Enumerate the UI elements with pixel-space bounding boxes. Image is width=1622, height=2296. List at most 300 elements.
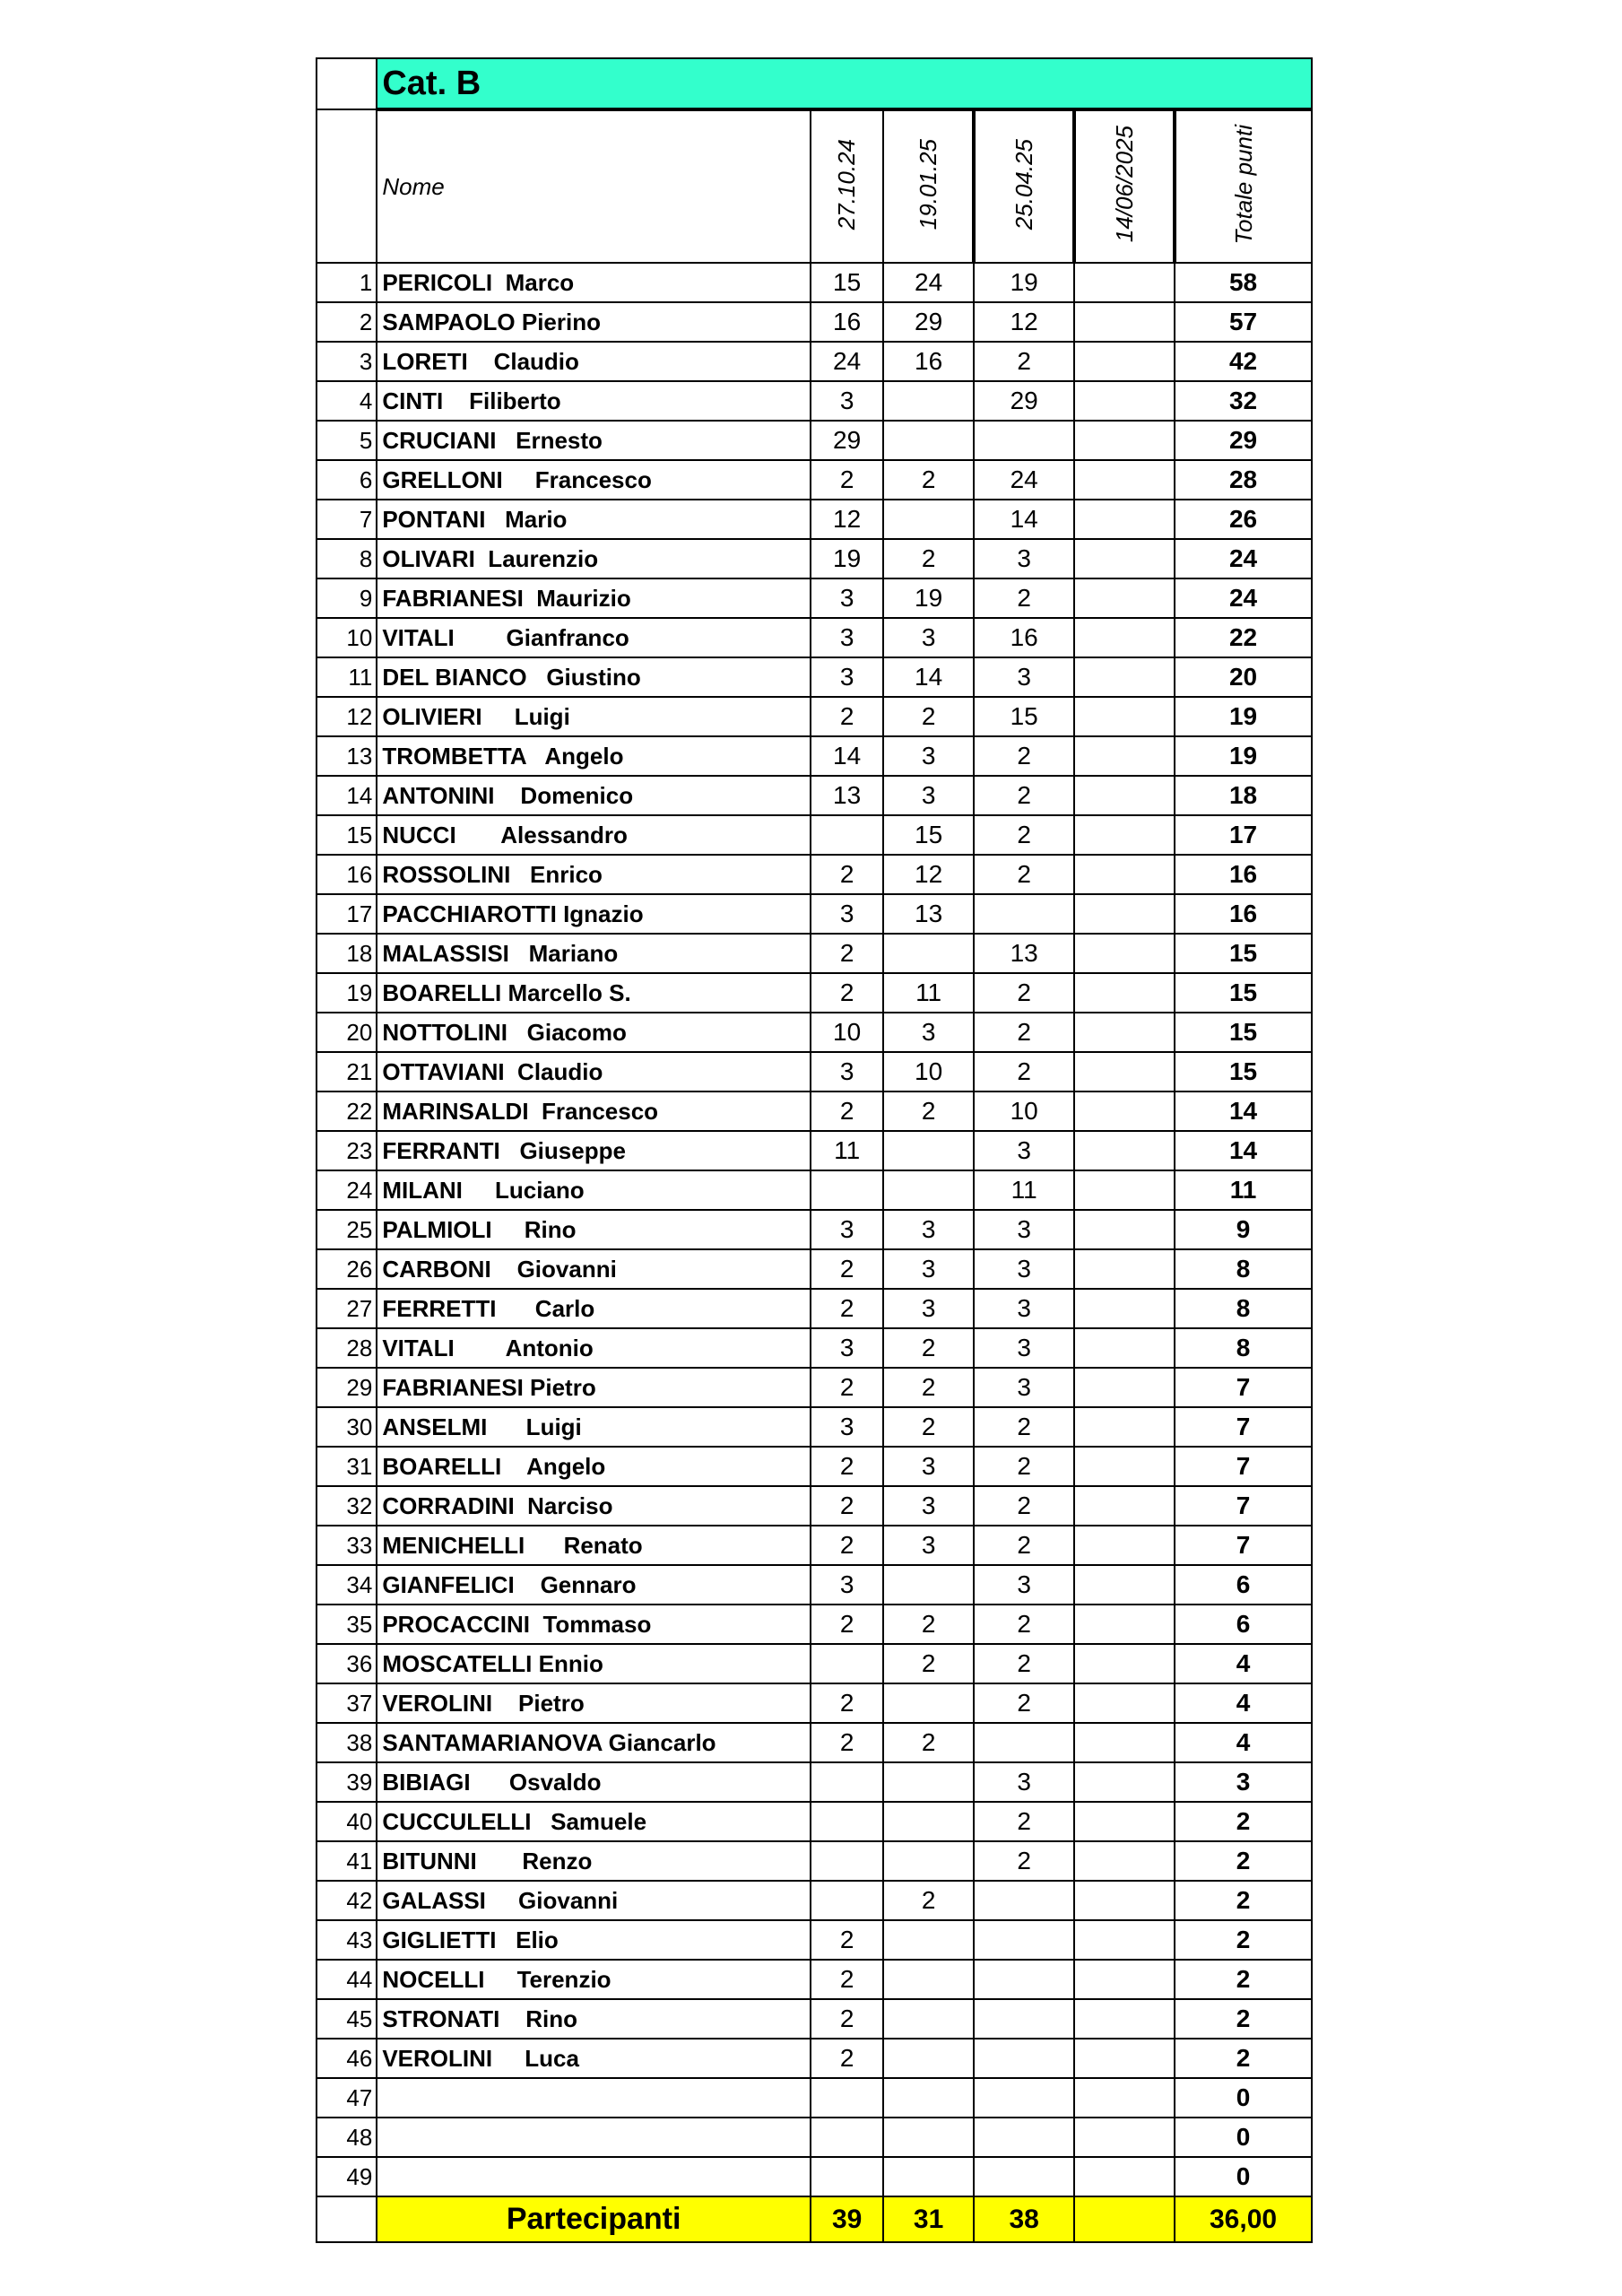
player-name: GIANFELICI Gennaro (377, 1565, 811, 1605)
row-position: 6 (317, 460, 377, 500)
score-cell-3: 2 (974, 1605, 1075, 1644)
score-cell-4 (1074, 421, 1175, 460)
player-name (377, 2157, 811, 2196)
score-cell-3 (974, 1881, 1075, 1920)
score-cell-2: 16 (883, 342, 974, 381)
score-cell-3 (974, 421, 1075, 460)
score-cell-1 (811, 1841, 883, 1881)
score-cell-4 (1074, 894, 1175, 934)
table-row (317, 855, 1312, 894)
score-cell-3: 3 (974, 539, 1075, 578)
player-name: STRONATI Rino (377, 1999, 811, 2039)
table-row (317, 1565, 1312, 1605)
total-points-cell: 0 (1175, 2118, 1312, 2157)
table-row (317, 1723, 1312, 1762)
table-row (317, 1526, 1312, 1565)
score-cell-3: 2 (974, 342, 1075, 381)
score-cell-3: 3 (974, 1368, 1075, 1407)
total-points-cell: 6 (1175, 1565, 1312, 1605)
table-row (317, 1052, 1312, 1091)
total-points-cell: 7 (1175, 1407, 1312, 1447)
score-cell-4 (1074, 263, 1175, 302)
score-cell-1: 12 (811, 500, 883, 539)
score-cell-1: 11 (811, 1131, 883, 1170)
total-points-cell: 16 (1175, 855, 1312, 894)
row-position: 27 (317, 1289, 377, 1328)
score-cell-4 (1074, 1605, 1175, 1644)
table-row (317, 1920, 1312, 1960)
score-cell-2: 2 (883, 1328, 974, 1368)
score-cell-3: 15 (974, 697, 1075, 736)
total-points-cell: 15 (1175, 1052, 1312, 1091)
score-cell-3: 2 (974, 1683, 1075, 1723)
row-position: 49 (317, 2157, 377, 2196)
player-name: BOARELLI Marcello S. (377, 973, 811, 1013)
player-name: GRELLONI Francesco (377, 460, 811, 500)
total-points-cell: 7 (1175, 1486, 1312, 1526)
score-cell-4 (1074, 1881, 1175, 1920)
total-points-cell: 17 (1175, 815, 1312, 855)
score-cell-1: 2 (811, 1091, 883, 1131)
ranking-table (316, 57, 1313, 2243)
score-cell-2: 3 (883, 1013, 974, 1052)
player-name: PACCHIAROTTI Ignazio (377, 894, 811, 934)
row-position: 16 (317, 855, 377, 894)
total-points-cell: 8 (1175, 1328, 1312, 1368)
score-cell-3: 2 (974, 1486, 1075, 1526)
player-name: NUCCI Alessandro (377, 815, 811, 855)
total-points-cell: 20 (1175, 657, 1312, 697)
total-points-cell: 19 (1175, 697, 1312, 736)
total-points-cell: 15 (1175, 1013, 1312, 1052)
score-cell-2 (883, 934, 974, 973)
total-points-cell: 24 (1175, 578, 1312, 618)
header-corner-cell (317, 109, 377, 263)
total-points-cell: 7 (1175, 1526, 1312, 1565)
score-cell-2: 3 (883, 776, 974, 815)
total-points-cell: 29 (1175, 421, 1312, 460)
score-cell-3: 2 (974, 855, 1075, 894)
score-cell-1: 2 (811, 1447, 883, 1486)
score-cell-4 (1074, 1210, 1175, 1249)
score-cell-4 (1074, 776, 1175, 815)
score-cell-2: 14 (883, 657, 974, 697)
player-name: NOCELLI Terenzio (377, 1960, 811, 1999)
score-cell-1: 24 (811, 342, 883, 381)
row-position: 12 (317, 697, 377, 736)
table-row (317, 578, 1312, 618)
table-row (317, 934, 1312, 973)
score-cell-3 (974, 1960, 1075, 1999)
player-name: PONTANI Mario (377, 500, 811, 539)
score-cell-2: 2 (883, 1368, 974, 1407)
player-name: GIGLIETTI Elio (377, 1920, 811, 1960)
row-position: 44 (317, 1960, 377, 1999)
row-position: 41 (317, 1841, 377, 1881)
total-column-header-text: Totale punti (1229, 124, 1257, 245)
score-cell-1: 2 (811, 1368, 883, 1407)
score-cell-1 (811, 1762, 883, 1802)
score-cell-4 (1074, 934, 1175, 973)
score-cell-2: 3 (883, 736, 974, 776)
score-cell-3: 2 (974, 1644, 1075, 1683)
total-points-cell: 3 (1175, 1762, 1312, 1802)
row-position: 15 (317, 815, 377, 855)
score-cell-1 (811, 2118, 883, 2157)
date-header-4-text: 14/06/2025 (1110, 126, 1138, 243)
score-cell-2: 3 (883, 1210, 974, 1249)
score-cell-4 (1074, 381, 1175, 421)
score-cell-1 (811, 1170, 883, 1210)
table-row (317, 618, 1312, 657)
table-row (317, 2118, 1312, 2157)
score-cell-1: 2 (811, 855, 883, 894)
score-cell-2 (883, 421, 974, 460)
table-row (317, 263, 1312, 302)
player-name: BOARELLI Angelo (377, 1447, 811, 1486)
header-row (317, 109, 1312, 263)
player-name: TROMBETTA Angelo (377, 736, 811, 776)
table-row (317, 302, 1312, 342)
score-cell-2: 2 (883, 1644, 974, 1683)
score-cell-1 (811, 1644, 883, 1683)
row-position: 45 (317, 1999, 377, 2039)
score-cell-3 (974, 2039, 1075, 2078)
row-position: 18 (317, 934, 377, 973)
total-points-cell: 18 (1175, 776, 1312, 815)
score-cell-1: 2 (811, 1999, 883, 2039)
date-header-2-text: 19.01.25 (914, 138, 941, 230)
score-cell-2 (883, 1131, 974, 1170)
score-cell-2 (883, 1960, 974, 1999)
score-cell-1: 2 (811, 1289, 883, 1328)
player-name: MOSCATELLI Ennio (377, 1644, 811, 1683)
score-cell-1: 3 (811, 381, 883, 421)
score-cell-3: 3 (974, 1289, 1075, 1328)
table-row (317, 2078, 1312, 2118)
participants-count-1: 39 (811, 2196, 883, 2242)
player-name: ANSELMI Luigi (377, 1407, 811, 1447)
score-cell-4 (1074, 1762, 1175, 1802)
player-name: LORETI Claudio (377, 342, 811, 381)
total-points-cell: 11 (1175, 1170, 1312, 1210)
score-cell-2: 11 (883, 973, 974, 1013)
date-header-4 (1074, 109, 1175, 263)
player-name: VITALI Antonio (377, 1328, 811, 1368)
total-points-cell: 58 (1175, 263, 1312, 302)
score-cell-4 (1074, 1565, 1175, 1605)
score-cell-3 (974, 894, 1075, 934)
player-name: FERRANTI Giuseppe (377, 1131, 811, 1170)
score-cell-4 (1074, 1052, 1175, 1091)
total-points-cell: 22 (1175, 618, 1312, 657)
total-points-cell: 42 (1175, 342, 1312, 381)
score-cell-1: 3 (811, 1210, 883, 1249)
player-name: MILANI Luciano (377, 1170, 811, 1210)
score-cell-3: 2 (974, 776, 1075, 815)
score-cell-4 (1074, 1526, 1175, 1565)
participants-average: 36,00 (1175, 2196, 1312, 2242)
score-cell-3 (974, 2078, 1075, 2118)
score-cell-3: 14 (974, 500, 1075, 539)
score-cell-1: 3 (811, 894, 883, 934)
row-position: 26 (317, 1249, 377, 1289)
player-name: CRUCIANI Ernesto (377, 421, 811, 460)
player-name: SANTAMARIANOVA Giancarlo (377, 1723, 811, 1762)
table-row (317, 1131, 1312, 1170)
score-cell-4 (1074, 618, 1175, 657)
player-name: VITALI Gianfranco (377, 618, 811, 657)
row-position: 32 (317, 1486, 377, 1526)
player-name: SAMPAOLO Pierino (377, 302, 811, 342)
score-cell-4 (1074, 1289, 1175, 1328)
total-points-cell: 0 (1175, 2157, 1312, 2196)
total-points-cell: 26 (1175, 500, 1312, 539)
player-name: FABRIANESI Pietro (377, 1368, 811, 1407)
total-points-cell: 14 (1175, 1091, 1312, 1131)
player-name: BIBIAGI Osvaldo (377, 1762, 811, 1802)
score-cell-1: 2 (811, 1683, 883, 1723)
table-row (317, 1249, 1312, 1289)
score-cell-4 (1074, 1920, 1175, 1960)
table-row (317, 1447, 1312, 1486)
score-cell-1: 2 (811, 1723, 883, 1762)
row-position: 36 (317, 1644, 377, 1683)
score-cell-2 (883, 1683, 974, 1723)
score-cell-1: 2 (811, 1526, 883, 1565)
table-row (317, 1091, 1312, 1131)
score-cell-3: 3 (974, 657, 1075, 697)
total-points-cell: 19 (1175, 736, 1312, 776)
score-cell-1: 2 (811, 1920, 883, 1960)
row-position: 10 (317, 618, 377, 657)
total-points-cell: 8 (1175, 1249, 1312, 1289)
player-name: OTTAVIANI Claudio (377, 1052, 811, 1091)
score-cell-4 (1074, 973, 1175, 1013)
total-points-cell: 4 (1175, 1723, 1312, 1762)
row-position: 38 (317, 1723, 377, 1762)
score-cell-3 (974, 1920, 1075, 1960)
score-cell-2: 2 (883, 539, 974, 578)
table-row (317, 1881, 1312, 1920)
score-cell-4 (1074, 1091, 1175, 1131)
row-position: 40 (317, 1802, 377, 1841)
table-row (317, 500, 1312, 539)
total-points-cell: 24 (1175, 539, 1312, 578)
player-name: VEROLINI Luca (377, 2039, 811, 2078)
table-row (317, 1210, 1312, 1249)
score-cell-4 (1074, 1683, 1175, 1723)
player-name: MARINSALDI Francesco (377, 1091, 811, 1131)
title-row (317, 58, 1312, 109)
player-name: FERRETTI Carlo (377, 1289, 811, 1328)
total-points-cell: 28 (1175, 460, 1312, 500)
score-cell-1: 3 (811, 657, 883, 697)
row-position: 7 (317, 500, 377, 539)
table-row (317, 1644, 1312, 1683)
total-points-cell: 14 (1175, 1131, 1312, 1170)
score-cell-2: 3 (883, 618, 974, 657)
table-row (317, 1368, 1312, 1407)
row-position: 42 (317, 1881, 377, 1920)
row-position: 47 (317, 2078, 377, 2118)
score-cell-3: 2 (974, 815, 1075, 855)
player-name (377, 2078, 811, 2118)
row-position: 13 (317, 736, 377, 776)
score-cell-4 (1074, 815, 1175, 855)
score-cell-1: 2 (811, 1486, 883, 1526)
score-cell-4 (1074, 2078, 1175, 2118)
category-title: Cat. B (377, 58, 1312, 109)
table-row (317, 1802, 1312, 1841)
score-cell-2: 2 (883, 460, 974, 500)
score-cell-3: 29 (974, 381, 1075, 421)
score-cell-3 (974, 1999, 1075, 2039)
table-row (317, 1013, 1312, 1052)
total-points-cell: 4 (1175, 1683, 1312, 1723)
score-cell-4 (1074, 1368, 1175, 1407)
score-cell-1: 13 (811, 776, 883, 815)
row-position: 21 (317, 1052, 377, 1091)
table-row (317, 776, 1312, 815)
player-name: CORRADINI Narciso (377, 1486, 811, 1526)
score-cell-4 (1074, 855, 1175, 894)
score-cell-1: 3 (811, 1565, 883, 1605)
score-cell-1: 29 (811, 421, 883, 460)
score-cell-3 (974, 2157, 1075, 2196)
score-cell-2: 24 (883, 263, 974, 302)
footer-corner-cell (317, 2196, 377, 2242)
participants-count-3: 38 (974, 2196, 1075, 2242)
score-cell-3: 3 (974, 1762, 1075, 1802)
score-cell-1: 3 (811, 618, 883, 657)
score-cell-2: 2 (883, 1605, 974, 1644)
score-cell-1: 2 (811, 1249, 883, 1289)
score-cell-4 (1074, 1723, 1175, 1762)
score-cell-2 (883, 381, 974, 421)
total-points-cell: 0 (1175, 2078, 1312, 2118)
player-name: FABRIANESI Maurizio (377, 578, 811, 618)
table-row (317, 973, 1312, 1013)
player-name: DEL BIANCO Giustino (377, 657, 811, 697)
score-cell-4 (1074, 302, 1175, 342)
score-cell-2: 3 (883, 1249, 974, 1289)
score-cell-1: 2 (811, 1605, 883, 1644)
row-position: 28 (317, 1328, 377, 1368)
total-points-cell: 15 (1175, 973, 1312, 1013)
score-cell-2: 2 (883, 697, 974, 736)
score-cell-2: 2 (883, 1881, 974, 1920)
score-cell-2: 15 (883, 815, 974, 855)
row-position: 14 (317, 776, 377, 815)
score-cell-2: 10 (883, 1052, 974, 1091)
player-name: CINTI Filiberto (377, 381, 811, 421)
player-name: NOTTOLINI Giacomo (377, 1013, 811, 1052)
table-row (317, 1683, 1312, 1723)
row-position: 48 (317, 2118, 377, 2157)
score-cell-4 (1074, 2118, 1175, 2157)
score-cell-3: 2 (974, 736, 1075, 776)
row-position: 34 (317, 1565, 377, 1605)
score-cell-1: 15 (811, 263, 883, 302)
table-row (317, 815, 1312, 855)
player-name: CARBONI Giovanni (377, 1249, 811, 1289)
player-name: OLIVIERI Luigi (377, 697, 811, 736)
score-cell-2 (883, 1565, 974, 1605)
table-row (317, 381, 1312, 421)
score-cell-2: 12 (883, 855, 974, 894)
total-points-cell: 2 (1175, 1960, 1312, 1999)
score-cell-2: 13 (883, 894, 974, 934)
total-column-header (1175, 109, 1312, 263)
score-cell-1: 2 (811, 460, 883, 500)
score-cell-4 (1074, 342, 1175, 381)
table-row (317, 1605, 1312, 1644)
score-cell-4 (1074, 1486, 1175, 1526)
row-position: 11 (317, 657, 377, 697)
score-cell-2 (883, 500, 974, 539)
score-cell-2 (883, 1999, 974, 2039)
score-cell-3: 10 (974, 1091, 1075, 1131)
score-cell-2: 3 (883, 1289, 974, 1328)
row-position: 9 (317, 578, 377, 618)
score-cell-3: 2 (974, 1052, 1075, 1091)
player-name: BITUNNI Renzo (377, 1841, 811, 1881)
score-cell-4 (1074, 539, 1175, 578)
player-name: PALMIOLI Rino (377, 1210, 811, 1249)
row-position: 24 (317, 1170, 377, 1210)
score-cell-4 (1074, 1407, 1175, 1447)
score-cell-3: 3 (974, 1210, 1075, 1249)
score-cell-3: 3 (974, 1249, 1075, 1289)
score-cell-3: 24 (974, 460, 1075, 500)
table-row (317, 1486, 1312, 1526)
score-cell-2 (883, 1170, 974, 1210)
score-cell-3: 2 (974, 1407, 1075, 1447)
player-name: GALASSI Giovanni (377, 1881, 811, 1920)
score-cell-1 (811, 2157, 883, 2196)
player-name: OLIVARI Laurenzio (377, 539, 811, 578)
score-cell-4 (1074, 697, 1175, 736)
score-cell-2 (883, 1802, 974, 1841)
row-position: 30 (317, 1407, 377, 1447)
score-cell-3: 3 (974, 1131, 1075, 1170)
date-header-1-text: 27.10.24 (833, 138, 861, 230)
name-column-header: Nome (377, 109, 811, 263)
score-cell-1 (811, 2078, 883, 2118)
row-position: 23 (317, 1131, 377, 1170)
score-cell-1: 2 (811, 697, 883, 736)
row-position: 37 (317, 1683, 377, 1723)
score-cell-3: 11 (974, 1170, 1075, 1210)
total-points-cell: 2 (1175, 1999, 1312, 2039)
row-position: 5 (317, 421, 377, 460)
table-row (317, 1762, 1312, 1802)
score-cell-4 (1074, 1170, 1175, 1210)
row-position: 43 (317, 1920, 377, 1960)
table-row (317, 1841, 1312, 1881)
player-name: ANTONINI Domenico (377, 776, 811, 815)
score-cell-1 (811, 1881, 883, 1920)
score-cell-1: 2 (811, 2039, 883, 2078)
score-cell-3: 19 (974, 263, 1075, 302)
row-position: 20 (317, 1013, 377, 1052)
participants-row (317, 2196, 1312, 2242)
row-position: 33 (317, 1526, 377, 1565)
row-position: 4 (317, 381, 377, 421)
score-cell-4 (1074, 1960, 1175, 1999)
row-position: 8 (317, 539, 377, 578)
